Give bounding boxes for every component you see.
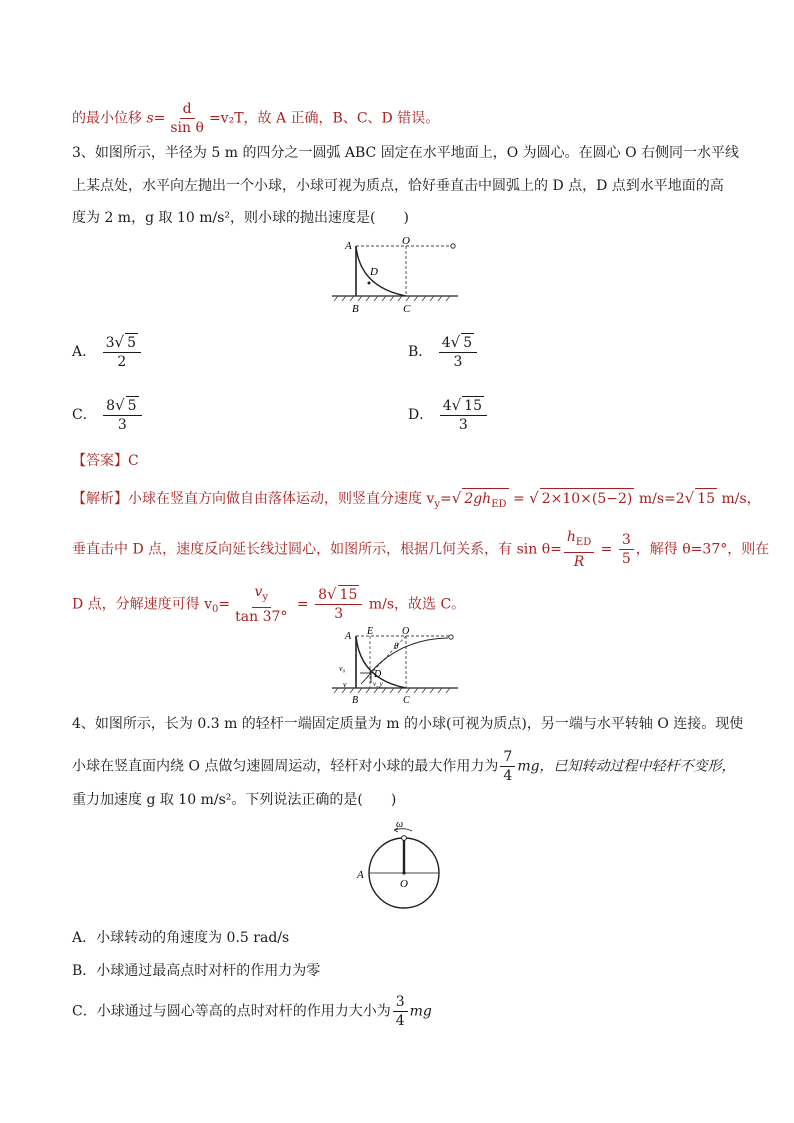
intro-frac-num: d xyxy=(180,100,195,119)
q3-figure xyxy=(330,237,470,317)
label-b: B xyxy=(352,695,359,705)
q3-line3: 度为 2 m，g 取 10 m/s²，则小球的抛出速度是( ) xyxy=(72,210,409,226)
intro-prefix: 的最小位移 xyxy=(72,110,147,127)
q4-figure xyxy=(352,820,452,920)
option-letter: D． xyxy=(408,407,434,423)
label-o: O xyxy=(402,237,410,247)
label-omega: ω xyxy=(396,820,404,830)
label-a: A xyxy=(345,631,352,642)
q3-option-b[interactable] xyxy=(408,333,479,371)
label-o: O xyxy=(402,626,410,637)
option-letter: C． xyxy=(72,407,97,423)
q3-option-c[interactable] xyxy=(72,396,144,434)
label-v0: v₀ xyxy=(339,664,346,673)
label-b: B xyxy=(352,303,359,315)
v-arrow xyxy=(361,673,371,684)
answer-label: 【答案】 xyxy=(72,453,128,469)
ball xyxy=(451,244,455,248)
q4-line3: 重力加速度 g 取 10 m/s²。下列说法正确的是( ) xyxy=(72,792,397,808)
q3-answer xyxy=(72,451,139,471)
point-d xyxy=(368,282,371,285)
label-e: E xyxy=(367,626,374,637)
intro-s: s= xyxy=(146,110,166,127)
option-fraction: $\frac{4√ 15}{3}$ xyxy=(440,396,487,434)
option-letter: A． xyxy=(72,344,97,360)
ground-hatch xyxy=(334,688,450,693)
q3-analysis-line3: D 点，分解速度可得 $v_0=$ $\frac{v_y}{\tan 37^\circ}$ = $\frac{8√ 15}{3}$ m/s，故选 C。 xyxy=(72,584,466,625)
q3-option-d[interactable] xyxy=(408,396,489,434)
intro-fraction xyxy=(167,100,207,137)
intro-frac-den: sin θ xyxy=(170,120,204,136)
label-v: v xyxy=(343,680,347,689)
label-a: A xyxy=(357,869,364,881)
q3-option-a[interactable] xyxy=(72,333,143,371)
ball xyxy=(402,836,407,841)
label-o: O xyxy=(400,878,408,890)
q3-analysis-figure xyxy=(330,625,470,705)
q4-line2: 小球在竖直面内绕 O 点做匀速圆周运动，轻杆对小球的最大作用力为 $\frac{7}{4}$ mg，已知转动过程中轻杆不变形， xyxy=(72,749,736,784)
intro-suffix: =v₂T，故 A 正确，B、C、D 错误。 xyxy=(208,110,440,127)
option-fraction: $\frac{3√ 5}{2}$ xyxy=(103,333,141,371)
label-c: C xyxy=(403,695,410,705)
q3-analysis-line2: 垂直击中 D 点，速度反向延长线过圆心，如图所示，根据几何关系，有 sin θ= $\frac{h_{ED}}{R}$ = $\frac{3}{5}$ ，解得 θ=37°，则在 xyxy=(72,529,770,570)
label-d: D xyxy=(374,669,382,680)
option-fraction: $\frac{8√ 5}{3}$ xyxy=(103,396,141,434)
label-d: D xyxy=(370,266,378,278)
answer-value: C xyxy=(128,453,139,469)
label-theta: θ xyxy=(394,641,399,651)
q3-line2: 上某点处，水平向左抛出一个小球，小球可视为质点，恰好垂直击中圆弧上的 D 点，D 点到水平地面的高 xyxy=(72,178,724,194)
option-letter: B． xyxy=(408,344,433,360)
ground-hatch xyxy=(334,296,450,301)
label-vy: v_y xyxy=(373,680,383,688)
option-fraction: $\frac{4√ 5}{3}$ xyxy=(439,333,477,371)
intro-line xyxy=(72,100,439,137)
label-a: A xyxy=(345,240,352,252)
trajectory xyxy=(370,638,448,673)
label-c: C xyxy=(403,303,411,315)
q3-analysis-line1: 【解析】小球在竖直方向做自由落体运动，则竖直分速度 $v_y=√$ $2gh_{ED}$ = √ 2×10×(5−2) m/s=2√ 15 m/s， xyxy=(72,488,761,515)
ball xyxy=(449,635,453,639)
q4-line1: 4、如图所示，长为 0.3 m 的轻杆一端固定质量为 m 的小球(可视为质点)，另一端与水平转轴 O 连接。现使 xyxy=(72,716,744,732)
q4-option-c[interactable]: C．小球通过与圆心等高的点时对杆的作用力大小为 $\frac{3}{4}$ mg xyxy=(72,994,432,1029)
pivot-o xyxy=(402,871,405,874)
q4-option-a[interactable]: A．小球转动的角速度为 0.5 rad/s xyxy=(72,930,290,946)
analysis-label: 【解析】 xyxy=(72,491,128,507)
arc-abc xyxy=(356,246,406,296)
q4-option-b[interactable]: B．小球通过最高点时对杆的作用力为零 xyxy=(72,963,321,979)
q3-line1: 3、如图所示，半径为 5 m 的四分之一圆弧 ABC 固定在水平地面上，O 为圆心。在圆心 O 右侧同一水平线 xyxy=(72,145,740,161)
